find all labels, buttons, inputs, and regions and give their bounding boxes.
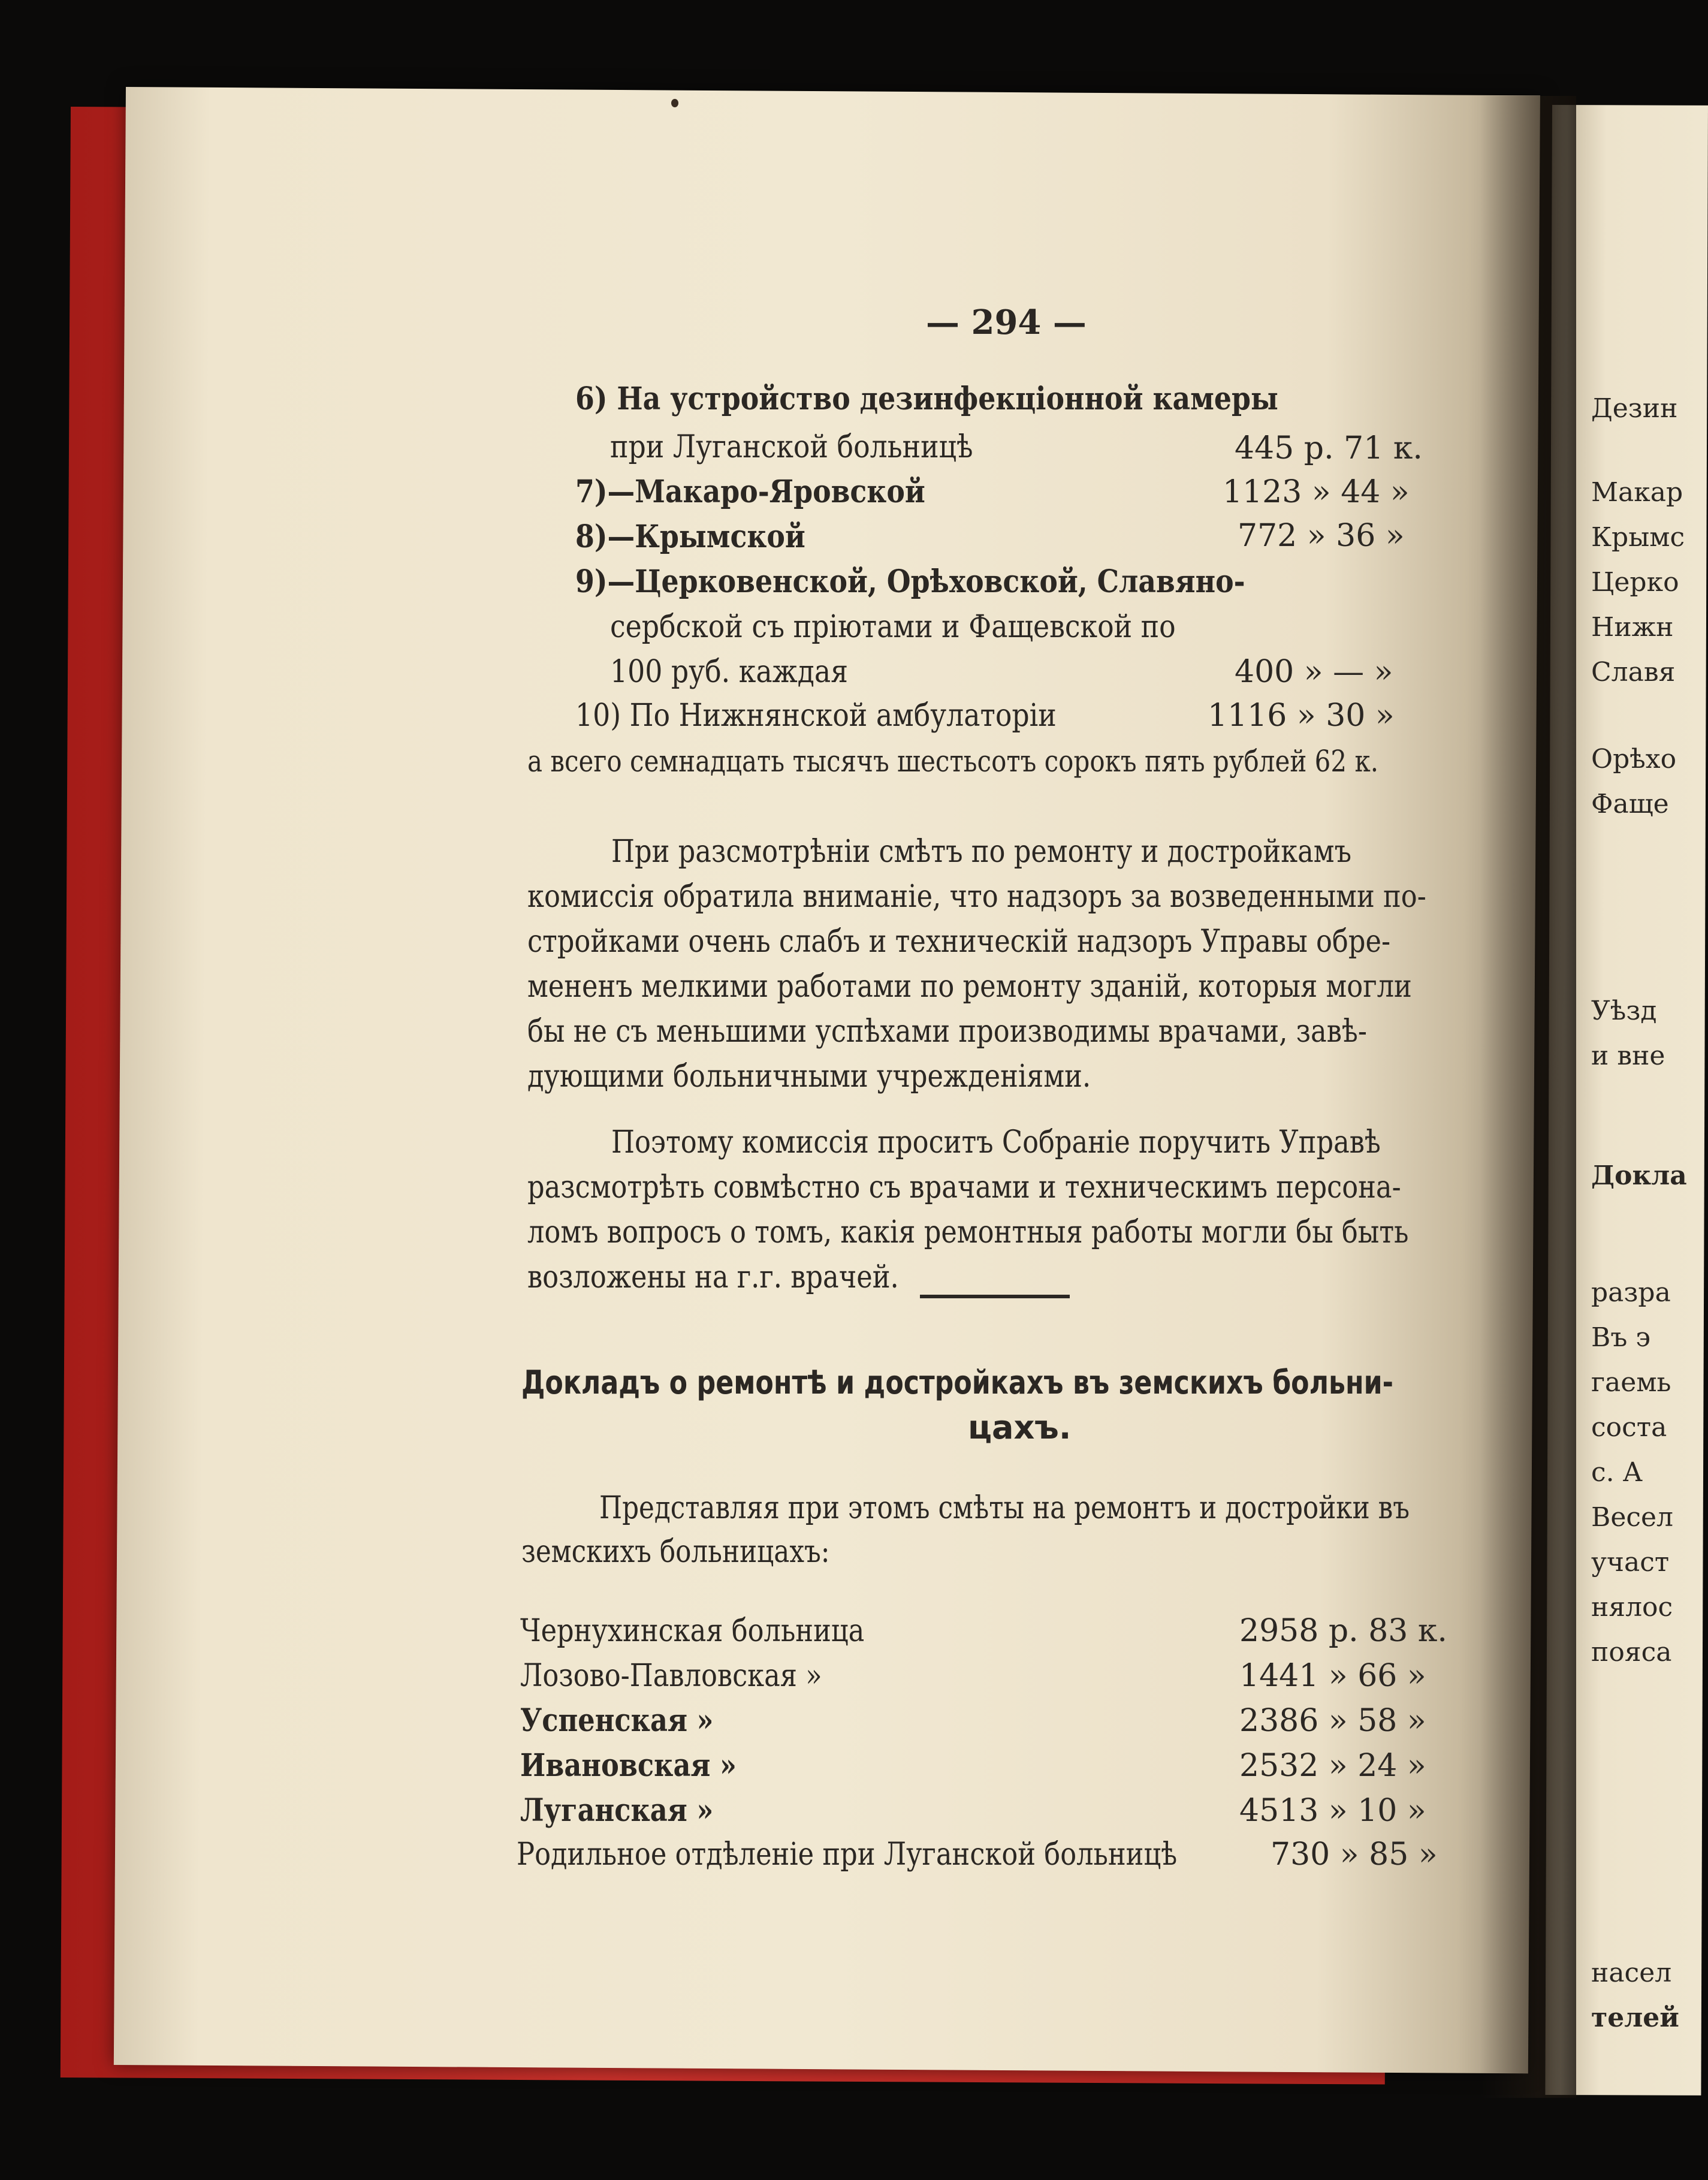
hospital-amount: 2386 » 58 » [1239,1703,1426,1739]
hospital-name: Лозово-Павловская » [520,1658,822,1694]
item-10-label: 10) По Нижнянской амбулаторіи [575,698,1057,734]
hospital-name: Родильное отдѣленіе при Луганской больницѣ [517,1837,1178,1873]
para2-line-4: возложены на г.г. врачей. [527,1259,899,1295]
intro-line-2: земскихъ больницахъ: [521,1534,830,1570]
right-page-fragment: Дезин [1591,393,1678,424]
item-9-amount: 400 » — » [1235,654,1393,690]
right-page-fragment: Фаще [1591,789,1669,819]
hospital-amount: 1441 » 66 » [1239,1658,1426,1694]
hospital-name: Успенская » [520,1702,714,1739]
page-number: — 294 — [926,303,1087,342]
para2-line-1: Поэтому комиссія проситъ Собраніе поручить Управѣ [611,1124,1381,1160]
intro-line-1: Представляя при этомъ смѣты на ремонтъ и достройки въ [599,1490,1410,1526]
para1-line-2: комиссія обратила вниманіе, что надзоръ за возведенными по- [527,879,1426,915]
para2-line-3: ломъ вопросъ о томъ, какія ремонтныя работы могли бы быть [527,1214,1409,1250]
para1-line-4: мененъ мелкими работами по ремонту зданій, которыя могли [527,969,1412,1005]
para1-line-5: бы не съ меньшими успѣхами производимы врачами, завѣ- [527,1014,1367,1050]
para1-line-6: дующими больничными учрежденіями. [527,1059,1091,1094]
total-line: а всего семнадцать тысячъ шестьсотъ сорокъ пять рублей 62 к. [527,744,1379,779]
right-page-fragment: Въ э [1591,1322,1650,1353]
ink-speck [671,99,678,107]
right-page-fragment: телей [1591,2003,1679,2033]
right-page-fragment: Крымс [1591,522,1685,553]
hospital-amount: 2958 р. 83 к. [1239,1613,1447,1649]
item-9-line-3: 100 руб. каждая [610,654,849,690]
para1-line-1: При разсмотрѣніи смѣтъ по ремонту и достройкамъ [611,834,1352,870]
page-gutter-shadow [1480,96,1576,2098]
item-7-amount: 1123 » 44 » [1223,474,1410,510]
right-page-fragment: нялос [1591,1592,1673,1623]
hospital-amount: 4513 » 10 » [1239,1793,1426,1829]
item-9-line-2: сербской съ пріютами и Фащевской по [610,609,1176,645]
para2-line-2: разсмотрѣть совмѣстно съ врачами и техническимъ персона- [527,1169,1401,1205]
item-6-line-2: при Луганской больницѣ [610,429,973,465]
right-page-fragment: соста [1591,1412,1667,1443]
right-page-fragment: Весел [1591,1502,1674,1533]
item-6-line-1: 6) На устройство дезинфекціонной камеры [575,381,1278,417]
right-page-fragment: Орѣхо [1591,744,1677,774]
item-7-label: 7)—Макаро-Яровской [575,474,925,510]
right-page-fragment: участ [1591,1547,1670,1578]
right-page-fragment: разра [1591,1277,1671,1308]
right-page-fragment: пояса [1591,1637,1672,1668]
right-page-fragment: Славя [1591,657,1676,688]
right-page-fragment: с. А [1591,1457,1643,1488]
right-page-fragment: Докла [1591,1160,1687,1191]
right-page-fragment: Уѣзд [1591,996,1657,1026]
right-page-fragment: Макар [1591,477,1683,508]
right-page-fragment: Церко [1591,567,1679,598]
hospital-name: Ивановская » [520,1747,737,1784]
item-6-amount: 445 р. 71 к. [1235,430,1423,466]
section-heading-line-2: цахъ. [968,1409,1072,1446]
section-divider [920,1295,1070,1298]
para1-line-3: стройками очень слабъ и техническій надзоръ Управы обре- [527,924,1391,960]
item-8-label: 8)—Крымской [575,518,805,555]
right-page-fragment: Нижн [1591,612,1674,643]
right-page-fragment: и вне [1591,1041,1665,1071]
item-9-line-1: 9)—Церковенской, Орѣховской, Славяно- [575,563,1245,600]
hospital-name: Луганская » [520,1792,714,1829]
hospital-amount: 2532 » 24 » [1239,1748,1426,1784]
hospital-name: Чернухинская больница [520,1613,865,1649]
item-8-amount: 772 » 36 » [1238,518,1405,554]
right-page-fragment: гаемь [1591,1367,1671,1398]
right-page-fragment: насел [1591,1958,1672,1988]
section-heading-line-1: Докладъ о ремонтѣ и достройкахъ въ земскихъ больни- [521,1364,1394,1401]
hospital-amount: 730 » 85 » [1271,1837,1438,1873]
item-10-amount: 1116 » 30 » [1208,698,1395,734]
